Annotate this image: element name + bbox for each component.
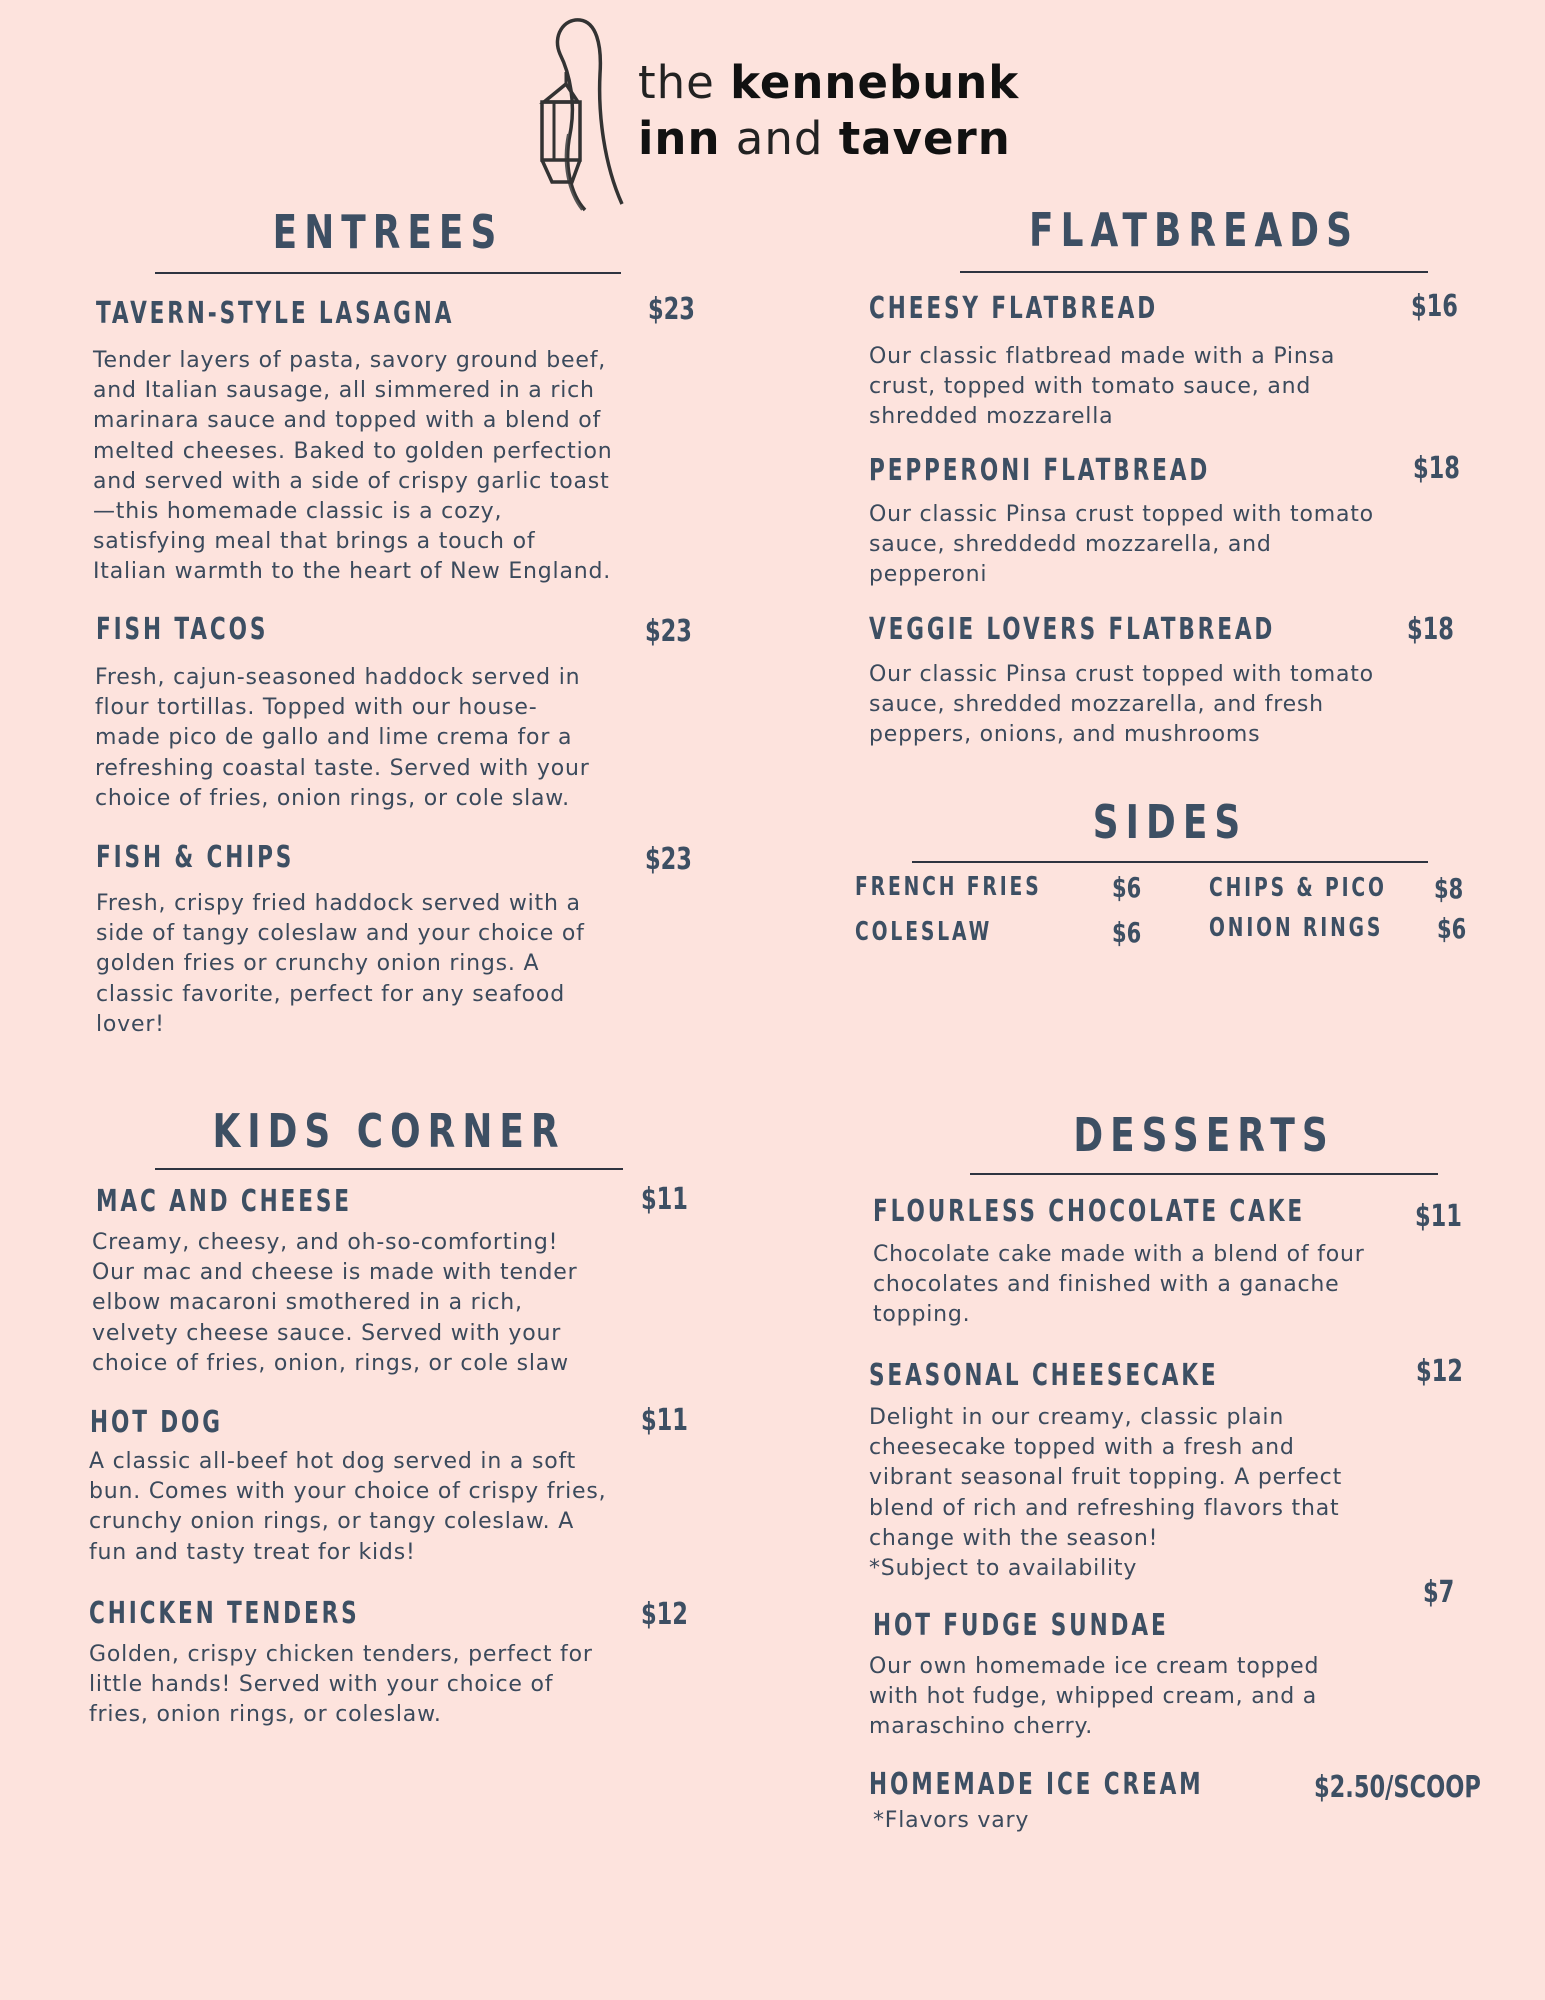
item-description: *Flavors vary <box>873 1808 1030 1833</box>
item-price: $16 <box>1411 289 1458 324</box>
item-price: $11 <box>641 1182 688 1217</box>
item-price: $23 <box>648 292 695 327</box>
sides-rule <box>912 861 1428 863</box>
side-name: FRENCH FRIES <box>855 872 1042 902</box>
item-name: SEASONAL CHEESECAKE <box>869 1358 1219 1393</box>
side-name: ONION RINGS <box>1209 913 1384 943</box>
item-description: Golden, crispy chicken tenders, perfect for little hands! Served with your choice of fries, onion rings, or coleslaw. <box>89 1642 593 1728</box>
sides-title: SIDES <box>1092 795 1248 849</box>
flatbreads-rule <box>960 271 1428 273</box>
item-name: CHICKEN TENDERS <box>89 1596 360 1631</box>
item-price: $7 <box>1423 1575 1455 1610</box>
logo-line-1: the kennebunk <box>638 56 1020 109</box>
item-name: FISH & CHIPS <box>96 840 295 875</box>
side-name: COLESLAW <box>855 917 993 947</box>
side-price: $6 <box>1112 916 1142 949</box>
item-description: Creamy, cheesy, and oh-so-comforting! Our mac and cheese is made with tender elbow macaroni smothered in a rich, velvety cheese sauce. Served with your choice of fries, onion, rings, or cole slaw <box>92 1230 578 1376</box>
item-description: Our classic flatbread made with a Pinsa crust, topped with tomato sauce, and shredded mozzarella <box>869 344 1336 430</box>
item-name: MAC AND CHEESE <box>96 1184 352 1219</box>
item-description: Our classic Pinsa crust topped with tomato sauce, shreddedd mozzarella, and pepperoni <box>869 502 1374 588</box>
item-price: $11 <box>1415 1199 1462 1234</box>
item-description: Chocolate cake made with a blend of four chocolates and finished with a ganache topping. <box>873 1242 1365 1328</box>
item-price: $12 <box>641 1597 688 1632</box>
item-price: $18 <box>1407 612 1454 647</box>
item-description: Tender layers of pasta, savory ground beef, and Italian sausage, all simmered in a rich marinara sauce and topped with a blend of melted cheeses. Baked to golden perfection and served with a side of crispy garlic toast —this homemade classic is a cozy, satisfying meal that brings a touch of Italian warmth to the heart of New England. <box>93 348 613 585</box>
item-price: $12 <box>1416 1354 1463 1389</box>
item-name: TAVERN-STYLE LASAGNA <box>96 296 455 331</box>
side-price: $6 <box>1437 912 1467 945</box>
logo <box>530 14 1050 214</box>
side-name: CHIPS & PICO <box>1209 873 1387 903</box>
item-price: $23 <box>645 614 692 649</box>
item-name: FLOURLESS CHOCOLATE CAKE <box>873 1194 1305 1229</box>
item-name: VEGGIE LOVERS FLATBREAD <box>869 612 1276 647</box>
side-price: $6 <box>1112 871 1142 904</box>
flatbreads-title: FLATBREADS <box>1029 203 1359 257</box>
item-name: HOT FUDGE SUNDAE <box>873 1608 1169 1643</box>
item-name: HOMEMADE ICE CREAM <box>869 1767 1204 1802</box>
entrees-title: ENTREES <box>272 205 504 259</box>
item-description: Our classic Pinsa crust topped with tomato sauce, shredded mozzarella, and fresh peppers, onions, and mushrooms <box>869 662 1374 748</box>
kids-title: KIDS CORNER <box>212 1104 566 1158</box>
item-description: Delight in our creamy, classic plain cheesecake topped with a fresh and vibrant seasonal fruit topping. A perfect blend of rich and refreshing flavors that change with the season! *Subject to availability <box>869 1405 1342 1582</box>
lantern-icon <box>530 14 630 214</box>
side-price: $8 <box>1434 872 1464 905</box>
item-description: Our own homemade ice cream topped with hot fudge, whipped cream, and a maraschino cherry. <box>869 1654 1320 1740</box>
kids-rule <box>155 1168 623 1170</box>
entrees-rule <box>155 272 621 274</box>
item-price: $2.50/SCOOP <box>1314 1770 1481 1805</box>
item-description: Fresh, cajun-seasoned haddock served in flour tortillas. Topped with our house- made pico de gallo and lime crema for a refreshing coastal taste. Served with your choice of fries, onion rings, or cole slaw. <box>95 665 590 811</box>
item-price: $23 <box>645 842 692 877</box>
item-name: FISH TACOS <box>96 612 269 647</box>
item-name: CHEESY FLATBREAD <box>869 291 1159 326</box>
item-description: Fresh, crispy fried haddock served with a side of tangy coleslaw and your choice of golden fries or crunchy onion rings. A classic favorite, perfect for any seafood lover! <box>96 891 585 1037</box>
desserts-rule <box>970 1173 1438 1175</box>
item-description: A classic all-beef hot dog served in a soft bun. Comes with your choice of crispy fries, crunchy onion rings, or tangy coleslaw. A fun and tasty treat for kids! <box>89 1449 607 1565</box>
item-name: PEPPERONI FLATBREAD <box>869 453 1211 488</box>
item-price: $18 <box>1413 451 1460 486</box>
item-price: $11 <box>641 1403 688 1438</box>
logo-line-2: inn and tavern <box>638 112 1011 165</box>
item-name: HOT DOG <box>90 1405 223 1440</box>
desserts-title: DESSERTS <box>1073 1108 1335 1162</box>
